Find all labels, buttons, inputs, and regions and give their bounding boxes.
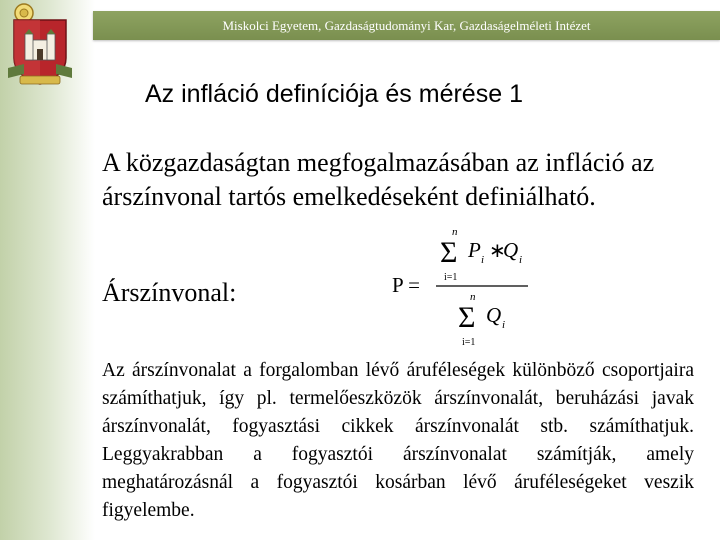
price-level-label: Árszínvonal:	[102, 278, 237, 307]
numerator-sum-upper: n	[452, 226, 458, 238]
price-level-formula	[388, 222, 558, 350]
explanation-paragraph: Az árszínvonalat a forgalomban lévő áruféleségek különböző csoportjaira számíthatjuk, így pl. termelőeszközök árszínvonalát, beruházási javak árszínvonalát, fogyasztási cikkek árszínvonalát stb. számíthatjuk. Leggyakrabban a fogyasztói árszínvonalat számítják, amely meghatározásnál a fogyasztói kosárban lévő áruféleségeket veszik figyelembe.	[102, 360, 694, 521]
institution-name: Miskolci Egyetem, Gazdaságtudományi Kar, Gazdaságelméleti Intézet	[222, 18, 591, 33]
header-banner	[93, 11, 720, 40]
numerator-sigma: Σ	[440, 236, 458, 269]
definition-paragraph: A közgazdaságtan megfogalmazásában az infláció az árszínvonal tartós emelkedéseként definiálható.	[102, 148, 655, 211]
formula-lhs: P =	[392, 273, 420, 297]
numerator-p: P	[468, 238, 481, 262]
numerator-multiply: ∗	[489, 240, 506, 262]
numerator-sum-lower: i=1	[444, 272, 458, 283]
numerator-q: Q	[503, 238, 519, 262]
denominator-sum-lower: i=1	[462, 337, 476, 348]
denominator-q-index: i	[502, 319, 506, 331]
denominator-sum-upper: n	[470, 291, 476, 303]
numerator-q-index: i	[519, 254, 523, 266]
denominator-sigma: Σ	[458, 301, 476, 334]
denominator-q: Q	[486, 303, 502, 327]
university-crest-icon	[6, 2, 74, 94]
slide-title: Az infláció definíciója és mérése 1	[145, 80, 523, 108]
numerator-p-index: i	[481, 254, 485, 266]
